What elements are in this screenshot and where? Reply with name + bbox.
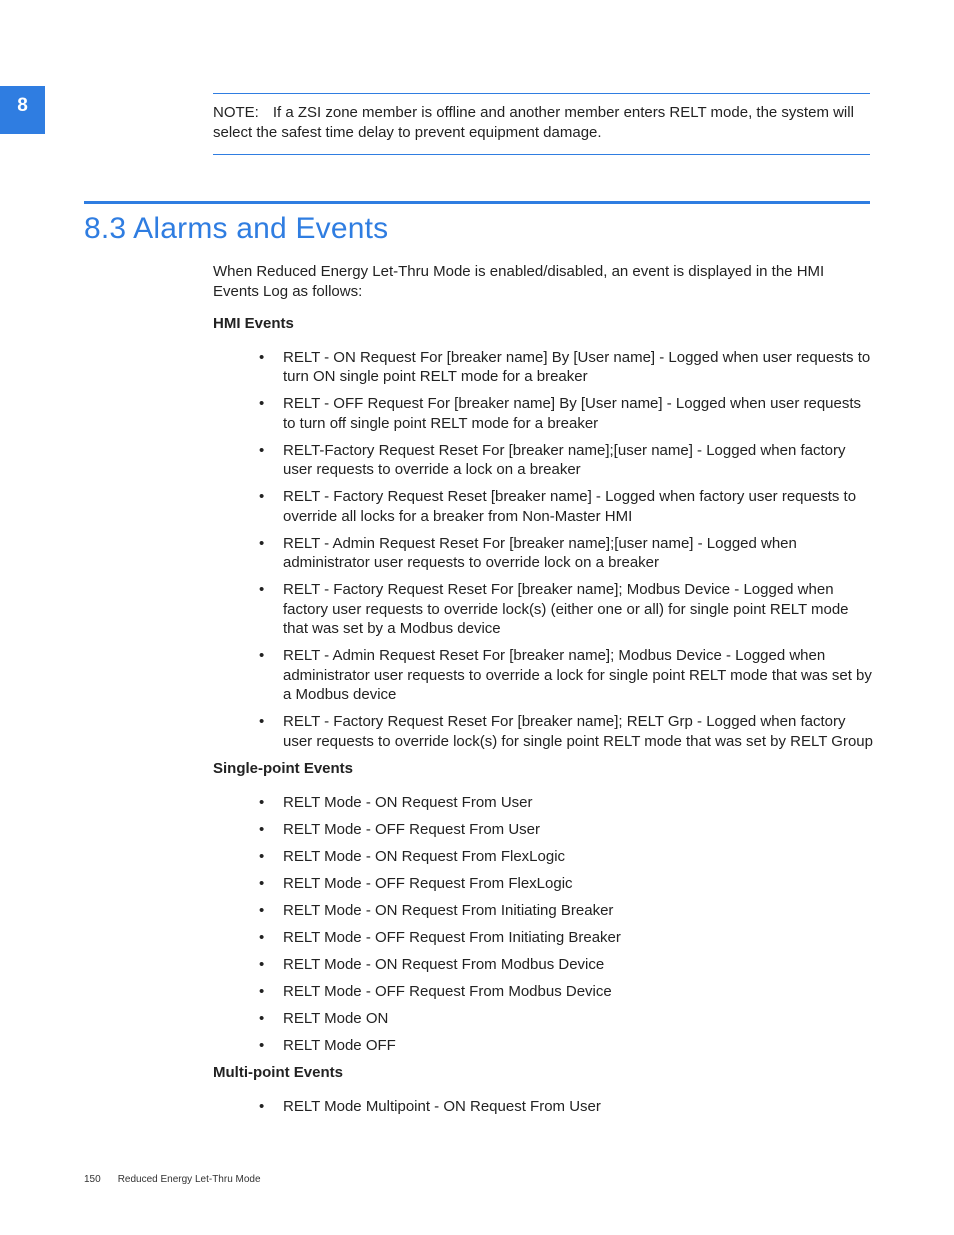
chapter-tab: 8 bbox=[0, 86, 45, 134]
bullet-icon: • bbox=[259, 928, 265, 946]
list-item-text: RELT - Admin Request Reset For [breaker name]; Modbus Device - Logged when administrator user requests to override a lock for single point RELT mode that was set by a Modbus device bbox=[283, 647, 872, 703]
bullet-icon: • bbox=[259, 847, 265, 865]
list-item bbox=[213, 712, 873, 751]
bullet-icon: • bbox=[259, 395, 265, 412]
bullet-icon: • bbox=[259, 1009, 265, 1027]
list-item bbox=[213, 441, 873, 480]
list-item bbox=[213, 1009, 873, 1029]
list-item-text: RELT Mode ON bbox=[283, 1009, 389, 1027]
bullet-icon: • bbox=[259, 793, 265, 811]
page-footer bbox=[84, 1174, 261, 1185]
bullet-icon: • bbox=[259, 982, 265, 1000]
list-item bbox=[213, 874, 873, 894]
list-item-text: RELT Mode - OFF Request From Initiating Breaker bbox=[283, 928, 621, 946]
note-label: NOTE: bbox=[213, 104, 259, 121]
list-item-text: RELT Mode - ON Request From User bbox=[283, 793, 533, 811]
list-item bbox=[213, 793, 873, 813]
page-number: 150 bbox=[84, 1174, 101, 1185]
note-text: If a ZSI zone member is offline and another member enters RELT mode, the system will select the safest time delay to prevent equipment damage. bbox=[213, 104, 854, 141]
list-item bbox=[213, 348, 873, 387]
bullet-icon: • bbox=[259, 488, 265, 505]
single-point-events-list bbox=[213, 793, 873, 1056]
list-item bbox=[213, 580, 873, 639]
list-item-text: RELT-Factory Request Reset For [breaker name];[user name] - Logged when factory user requests to override a lock on a breaker bbox=[283, 441, 846, 478]
bullet-icon: • bbox=[259, 348, 265, 366]
list-item-text: RELT Mode - OFF Request From Modbus Device bbox=[283, 982, 612, 1000]
list-item-text: RELT Mode - OFF Request From User bbox=[283, 820, 541, 838]
bullet-icon: • bbox=[259, 647, 265, 664]
list-item-text: RELT Mode - ON Request From Modbus Device bbox=[283, 955, 605, 973]
bullet-icon: • bbox=[259, 713, 265, 730]
list-item bbox=[213, 928, 873, 948]
list-item-text: RELT - Factory Request Reset For [breaker name]; Modbus Device - Logged when factory user requests to override lock(s) (either one or all) for single point RELT mode that was set by a Modbus device bbox=[283, 581, 849, 637]
list-item bbox=[213, 820, 873, 840]
list-item-text: RELT - Factory Request Reset [breaker name] - Logged when factory user requests to override all locks for a breaker from Non-Master HMI bbox=[283, 488, 857, 525]
bullet-icon: • bbox=[259, 581, 265, 598]
list-item bbox=[213, 982, 873, 1002]
list-item bbox=[213, 394, 873, 433]
list-item bbox=[213, 534, 873, 573]
hmi-events-list bbox=[213, 348, 873, 752]
bullet-icon: • bbox=[259, 901, 265, 919]
list-item bbox=[213, 1036, 873, 1056]
footer-chapter-name: Reduced Energy Let-Thru Mode bbox=[117, 1174, 261, 1185]
bullet-icon: • bbox=[259, 955, 265, 973]
list-item bbox=[213, 646, 873, 705]
bullet-icon: • bbox=[259, 1097, 265, 1115]
list-item bbox=[213, 901, 873, 921]
bullet-icon: • bbox=[259, 441, 265, 459]
list-item-text: RELT Mode Multipoint - ON Request From User bbox=[283, 1097, 601, 1115]
bullet-icon: • bbox=[259, 874, 265, 892]
main-content bbox=[213, 262, 873, 1124]
list-item-text: RELT Mode OFF bbox=[283, 1036, 396, 1054]
list-item-text: RELT Mode - ON Request From Initiating Breaker bbox=[283, 901, 614, 919]
list-item-text: RELT Mode - ON Request From FlexLogic bbox=[283, 847, 566, 865]
section-rule bbox=[84, 201, 870, 204]
list-item bbox=[213, 955, 873, 975]
list-item-text: RELT - Admin Request Reset For [breaker name];[user name] - Logged when administrator user requests to override lock on a breaker bbox=[283, 534, 797, 571]
intro-paragraph: When Reduced Energy Let-Thru Mode is enabled/disabled, an event is displayed in the HMI Events Log as follows: bbox=[213, 263, 825, 300]
list-item-text: RELT Mode - OFF Request From FlexLogic bbox=[283, 874, 573, 892]
multi-point-events-list bbox=[213, 1097, 873, 1117]
bullet-icon: • bbox=[259, 534, 265, 552]
list-item-text: RELT - OFF Request For [breaker name] By [User name] - Logged when user requests to turn off single point RELT mode for a breaker bbox=[283, 395, 862, 432]
bullet-icon: • bbox=[259, 820, 265, 838]
list-item bbox=[213, 1097, 873, 1117]
list-item bbox=[213, 487, 873, 526]
multi-point-events-heading: Multi-point Events bbox=[213, 1064, 343, 1081]
single-point-events-heading: Single-point Events bbox=[213, 760, 354, 777]
note-box bbox=[213, 93, 870, 155]
bullet-icon: • bbox=[259, 1036, 265, 1054]
list-item bbox=[213, 847, 873, 867]
list-item-text: RELT - Factory Request Reset For [breaker name]; RELT Grp - Logged when factory user requests to override lock(s) for single point RELT mode that was set by RELT Group bbox=[283, 713, 873, 750]
hmi-events-heading: HMI Events bbox=[213, 315, 294, 332]
list-item-text: RELT - ON Request For [breaker name] By [User name] - Logged when user requests to turn ON single point RELT mode for a breaker bbox=[283, 348, 871, 385]
section-title: 8.3 Alarms and Events bbox=[84, 212, 389, 245]
